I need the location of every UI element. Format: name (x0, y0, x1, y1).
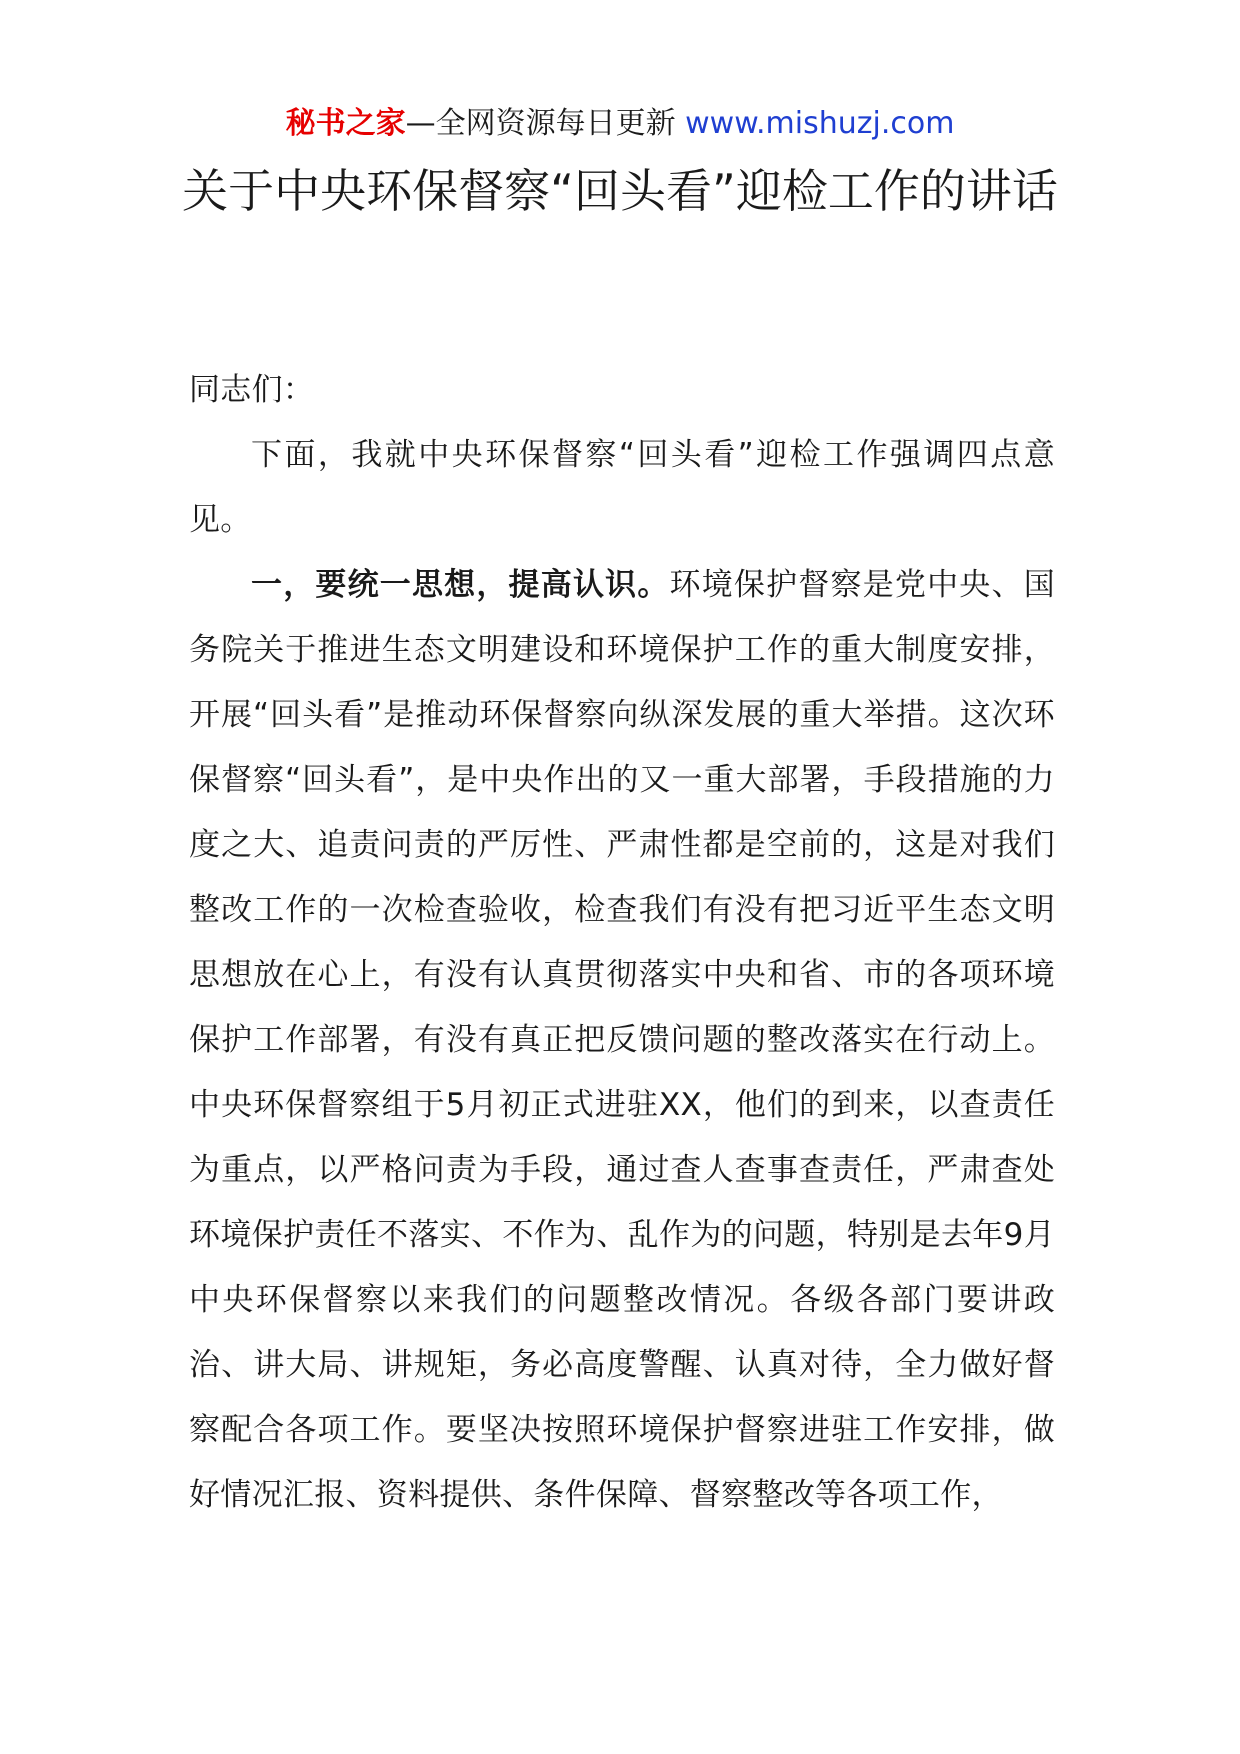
section-one-heading: 一，要统一思想，提高认识。 (251, 567, 670, 603)
intro-paragraph: 下面，我就中央环保督察“回头看”迎检工作强调四点意见。 (189, 437, 1055, 538)
site-brand: 秘书之家 (285, 106, 406, 141)
section-one-text: 环境保护督察是党中央、国务院关于推进生态文明建设和环境保护工作的重大制度安排，开展“回头看”是推动环保督察向纵深发展的重大举措。这次环保督察“回头看”，是中央作出的又一重大部署，手段措施的力度之大、追责问责的严厉性、严肃性都是空前的，这是对我们整改工作的一次检查验收，检查我们有没有把习近平生态文明思想放在心上，有没有认真贯彻落实中央和省、市的各项环境保护工作部署，有没有真正把反馈问题的整改落实在行动上。中央环保督察组于5月初正式进驻XX，他们的到来，以查责任为重点，以严格问责为手段，通过查人查事查责任，严肃查处环境保护责任不落实、不作为、乱作为的问题，特别是去年9月中央环保督察以来我们的问题整改情况。各级各部门要讲政治、讲大局、讲规矩，务必高度警醒、认真对待，全力做好督察配合各项工作。要坚决按照环境保护督察进驻工作安排，做好情况汇报、资料提供、条件保障、督察整改等各项工作， (189, 567, 1055, 1513)
document-body (189, 358, 1055, 1528)
document-title: 关于中央环保督察“回头看”迎检工作的讲话 (182, 164, 1058, 218)
section-one-paragraph (189, 553, 1055, 1528)
site-tagline: —全网资源每日更新 (405, 106, 686, 141)
site-url-link[interactable]: www.mishuzj.com (685, 106, 955, 141)
site-header-banner (0, 100, 1240, 148)
greeting-paragraph: 同志们： (189, 372, 315, 408)
